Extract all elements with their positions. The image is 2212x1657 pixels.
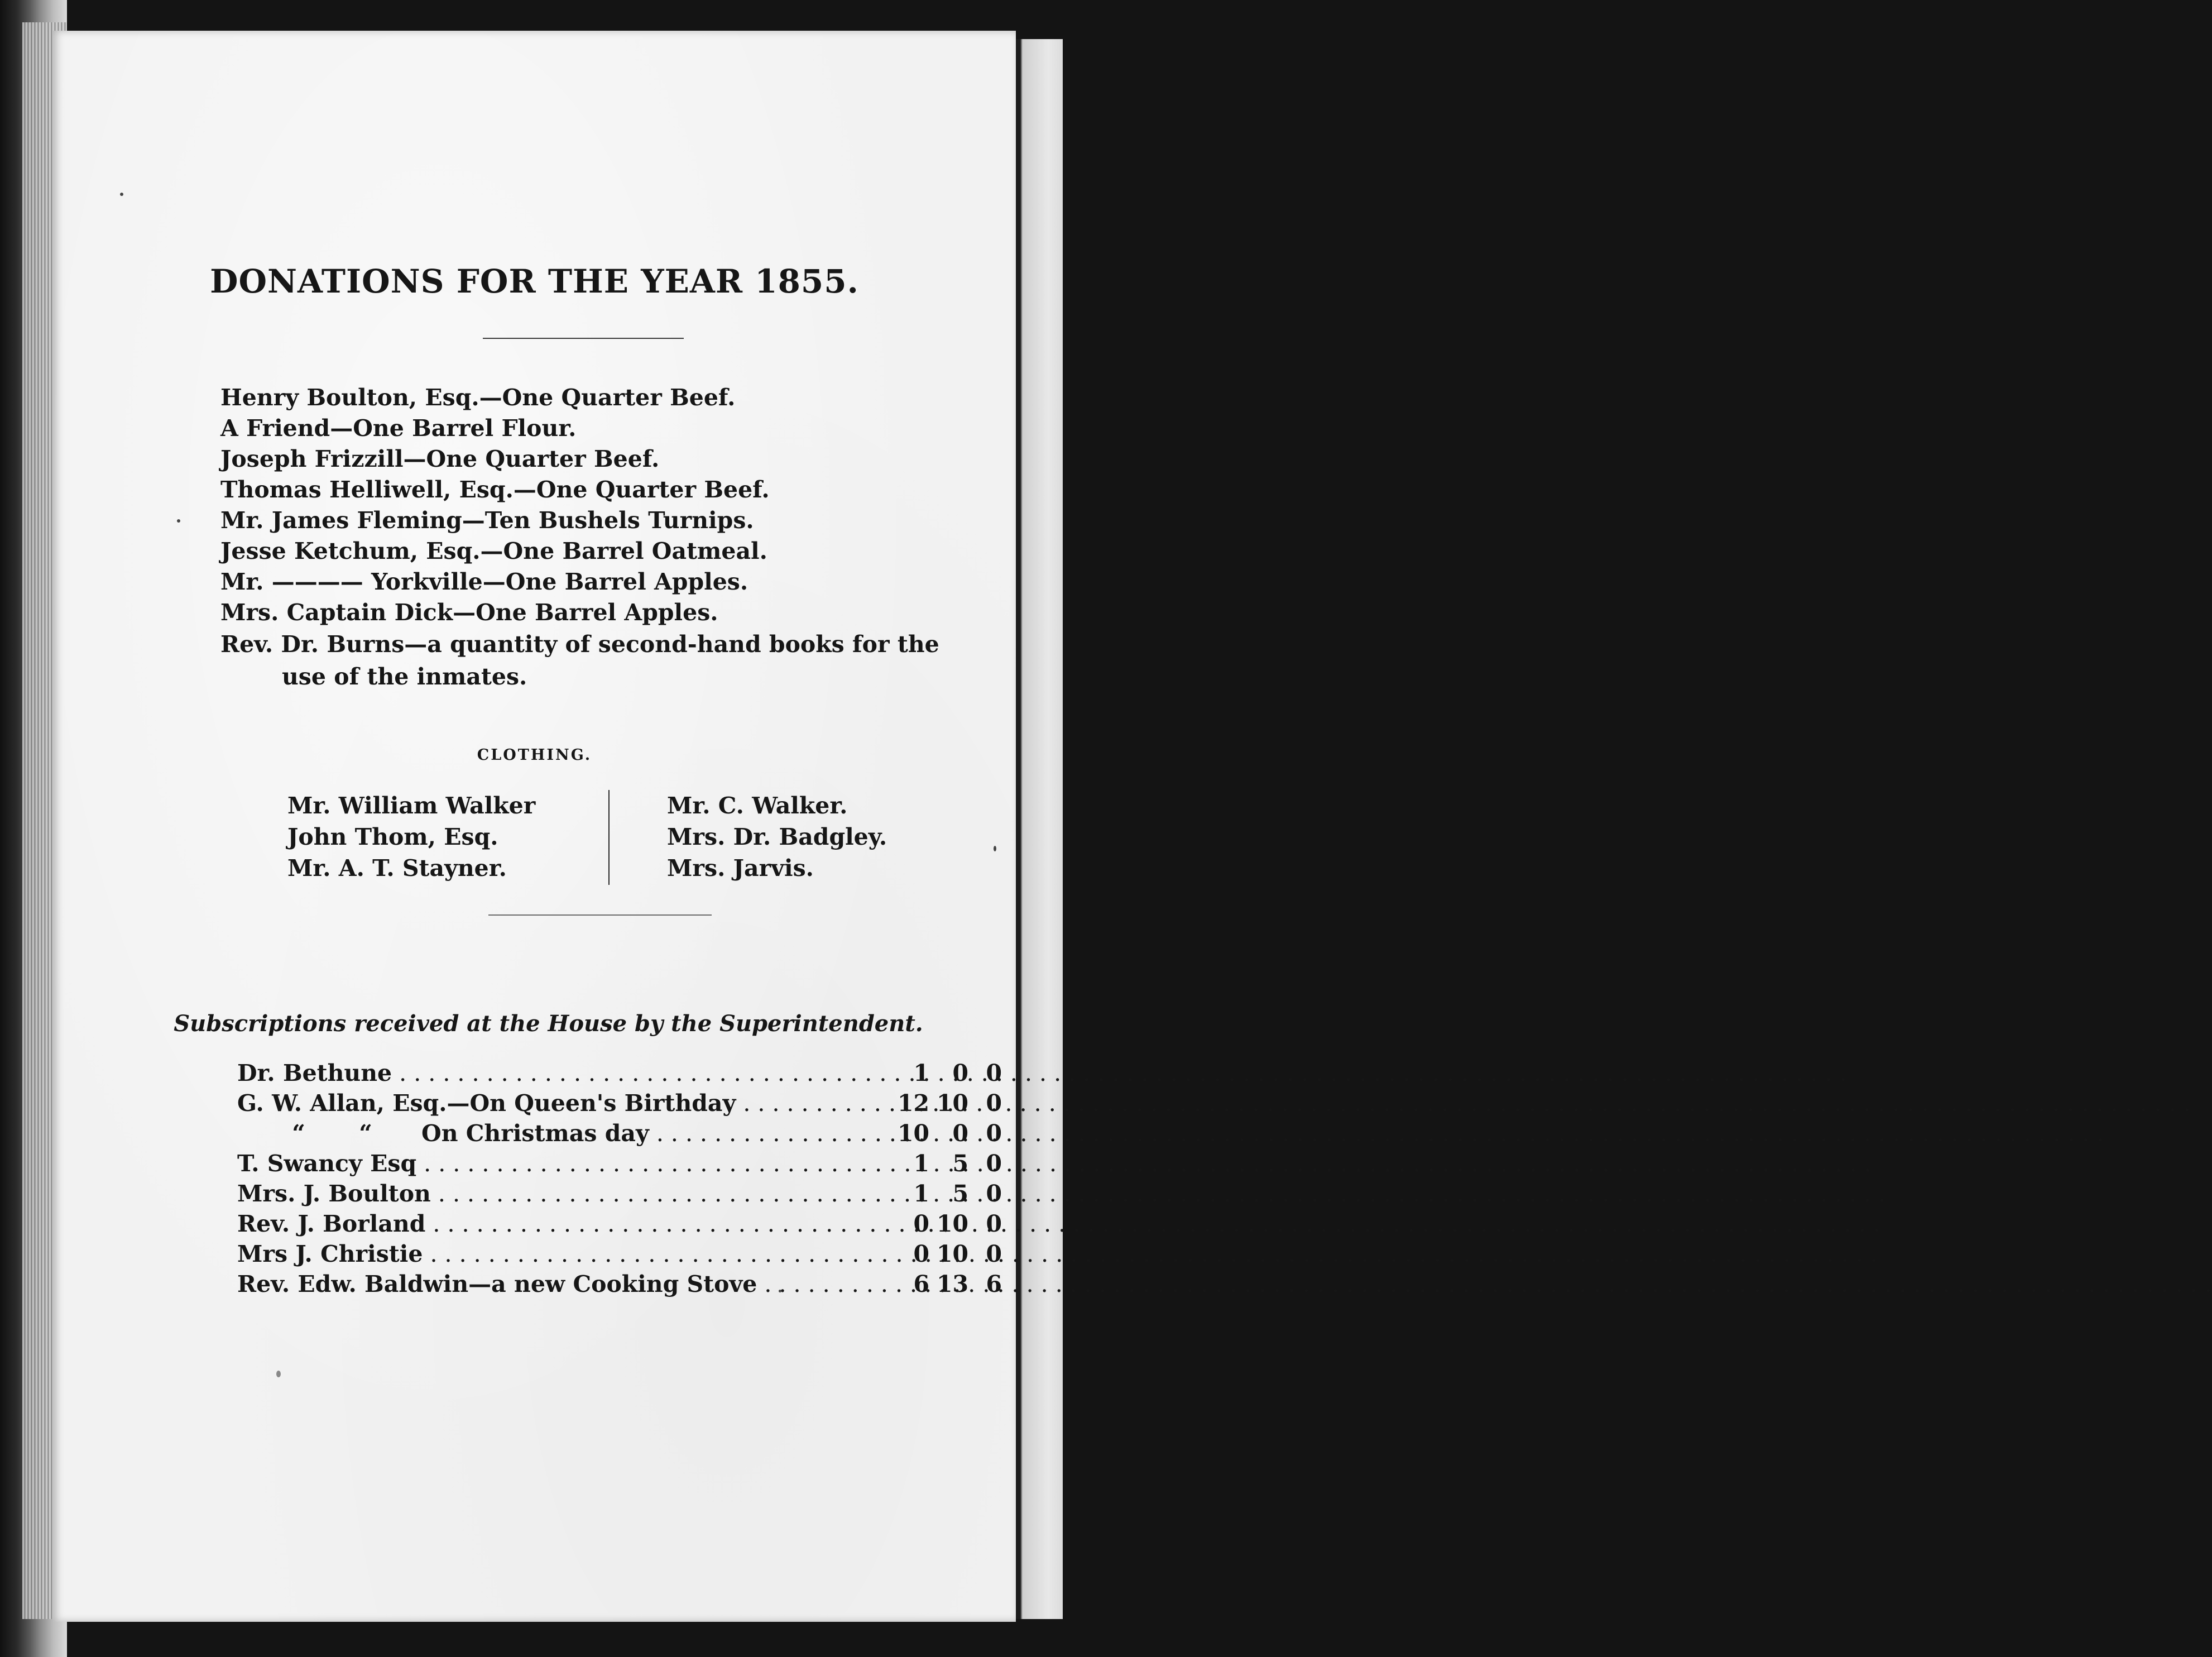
- amount-shillings: 10: [936, 1210, 968, 1237]
- amount-pounds: 1: [913, 1060, 929, 1086]
- amount-shillings: 5: [952, 1180, 968, 1207]
- leader-dots: [416, 1150, 1872, 1177]
- donation-item: Henry Boulton, Esq.—One Quarter Beef.: [220, 384, 736, 411]
- donation-item: Mrs. Captain Dick—One Barrel Apples.: [220, 599, 718, 626]
- ditto-mark: “: [292, 1120, 305, 1147]
- donation-item: Jesse Ketchum, Esq.—One Barrel Oatmeal.: [220, 538, 767, 564]
- subscriptions-table: [237, 1058, 1002, 1299]
- subscriber-name: T. Swancy Esq: [237, 1150, 417, 1177]
- page-title: DONATIONS FOR THE YEAR 1855.: [210, 262, 859, 300]
- subscriber-name: Mrs. J. Boulton: [237, 1180, 431, 1207]
- amount-pounds: 1: [913, 1180, 929, 1207]
- leader-dots: [649, 1120, 2104, 1147]
- subscription-row: [237, 1148, 1002, 1179]
- leader-dots: [423, 1241, 1878, 1267]
- column-divider: [608, 790, 610, 885]
- title-rule: [483, 338, 684, 339]
- clothing-donor: Mr. A. T. Stayner.: [287, 855, 507, 882]
- donation-item: Thomas Helliwell, Esq.—One Quarter Beef.: [220, 476, 770, 503]
- subscriber-name: Mrs J. Christie: [237, 1241, 423, 1267]
- amount-shillings: 0: [952, 1120, 968, 1147]
- amount-shillings: 13: [936, 1271, 968, 1297]
- scan-speck: [994, 846, 996, 851]
- scan-speck: [177, 519, 180, 523]
- donation-item: Joseph Frizzill—One Quarter Beef.: [220, 446, 660, 472]
- amount-pence: 6: [986, 1271, 1002, 1297]
- amount-pence: 0: [986, 1090, 1002, 1117]
- leader-dots: [431, 1180, 1886, 1207]
- amount-pence: 0: [986, 1060, 1002, 1086]
- amount-pence: 0: [986, 1180, 1002, 1207]
- amount-pence: 0: [986, 1210, 1002, 1237]
- subscriber-name: G. W. Allan, Esq.—On Queen's Birthday: [237, 1090, 736, 1117]
- subscriber-name: Dr. Bethune: [237, 1060, 392, 1086]
- page-content: [53, 31, 1016, 1622]
- scan-speck: [276, 1371, 281, 1377]
- leader-dots: [392, 1060, 1847, 1086]
- subscription-row: [237, 1269, 1002, 1299]
- subscriber-name: Rev. Edw. Baldwin—a new Cooking Stove: [237, 1271, 757, 1297]
- donation-item: A Friend—One Barrel Flour.: [220, 415, 577, 442]
- amount-pence: 0: [986, 1120, 1002, 1147]
- amount-shillings: 0: [952, 1060, 968, 1086]
- clothing-donor: Mrs. Jarvis.: [667, 855, 814, 882]
- book-page: [53, 31, 1016, 1622]
- leader-dots: [425, 1210, 1880, 1237]
- amount-pounds: 0: [913, 1210, 929, 1237]
- clothing-donor: Mr. C. Walker.: [667, 792, 848, 819]
- ditto-mark: “: [359, 1120, 372, 1147]
- amount-pounds: 6: [913, 1271, 929, 1297]
- donation-item: Mr. ———— Yorkville—One Barrel Apples.: [220, 568, 748, 595]
- subscriber-name: On Christmas day: [421, 1120, 649, 1147]
- donation-item: Mr. James Fleming—Ten Bushels Turnips.: [220, 507, 754, 534]
- scan-speck: [120, 193, 123, 196]
- facing-page-edge: [1015, 39, 1063, 1619]
- subscription-row: [237, 1179, 1002, 1209]
- amount-shillings: 10: [936, 1090, 968, 1117]
- amount-shillings: 10: [936, 1241, 968, 1267]
- amount-pounds: 10: [897, 1120, 929, 1147]
- clothing-heading: CLOTHING.: [477, 746, 592, 764]
- subscriptions-heading: Subscriptions received at the House by the Superintendent.: [174, 1011, 923, 1037]
- amount-pounds: 12: [897, 1090, 929, 1117]
- amount-pounds: 1: [913, 1150, 929, 1177]
- clothing-columns: [287, 790, 957, 890]
- scan-speck: [779, 1290, 781, 1292]
- subscriber-name: Rev. J. Borland: [237, 1210, 426, 1237]
- subscription-row: [237, 1088, 1002, 1118]
- donations-list: [220, 382, 980, 693]
- subscription-row: [237, 1239, 1002, 1269]
- section-rule: [488, 914, 712, 916]
- clothing-donor: Mrs. Dr. Badgley.: [667, 823, 887, 850]
- subscription-row: [237, 1209, 1002, 1239]
- amount-pounds: 0: [913, 1241, 929, 1267]
- subscription-row: [237, 1058, 1002, 1088]
- amount-pence: 0: [986, 1150, 1002, 1177]
- clothing-donor: John Thom, Esq.: [287, 823, 498, 850]
- subscription-row: [237, 1118, 1002, 1148]
- clothing-right-column: [667, 790, 887, 884]
- amount-shillings: 5: [952, 1150, 968, 1177]
- donation-item: Rev. Dr. Burns—a quantity of second-hand books for the use of the inmates.: [220, 631, 939, 690]
- clothing-donor: Mr. William Walker: [287, 792, 536, 819]
- clothing-left-column: [287, 790, 535, 884]
- amount-pence: 0: [986, 1241, 1002, 1267]
